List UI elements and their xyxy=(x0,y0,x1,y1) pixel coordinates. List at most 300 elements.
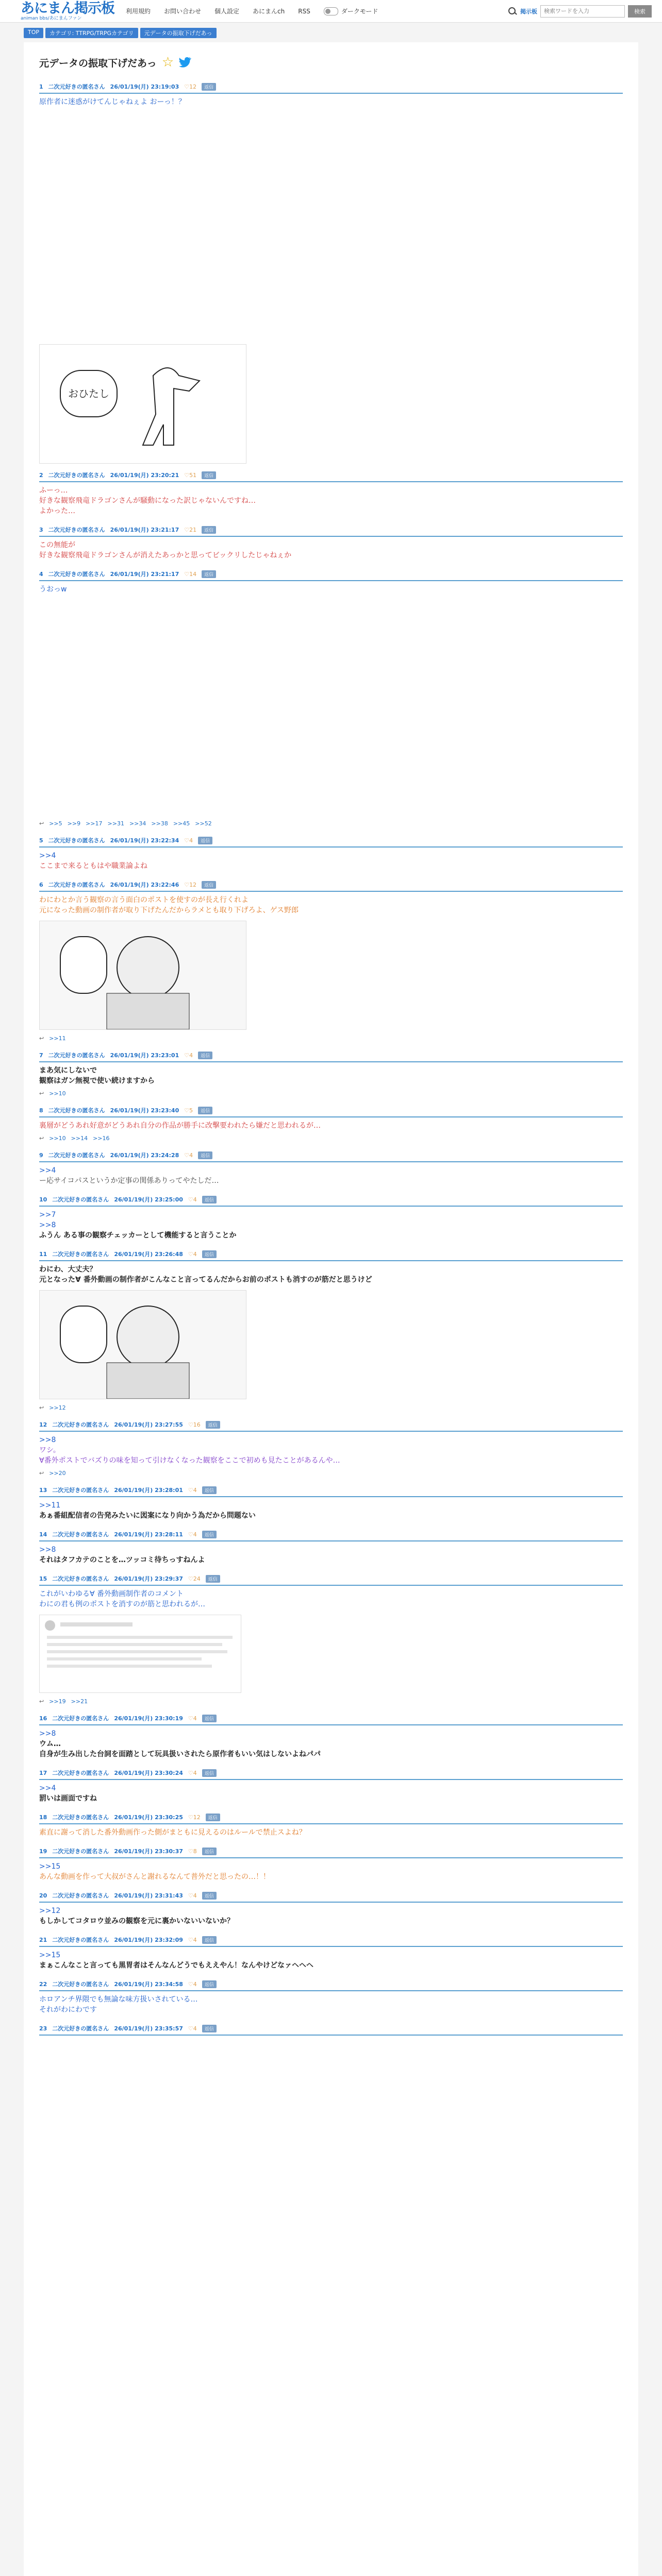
post xyxy=(24,1250,638,1413)
post-line: まあ気にしないで xyxy=(39,1066,97,1075)
post-author: 二次元好きの匿名さん xyxy=(52,1531,109,1538)
post-number[interactable]: 1 xyxy=(39,83,43,90)
post xyxy=(24,880,638,1044)
reply-arrow-icon: ↩ xyxy=(39,1470,44,1477)
dragon-illustration-icon xyxy=(40,345,246,463)
good-count[interactable]: ♡4 xyxy=(188,1769,197,1776)
post-number[interactable]: 22 xyxy=(39,1980,47,1988)
good-count-value: 4 xyxy=(193,1250,197,1258)
post-date: 26/01/19(月) 23:31:43 xyxy=(114,1892,183,1899)
post-number[interactable]: 12 xyxy=(39,1421,47,1428)
post-image[interactable] xyxy=(39,921,246,1030)
post-author: 二次元好きの匿名さん xyxy=(52,1196,109,1203)
post-author: 二次元好きの匿名さん xyxy=(48,472,105,479)
reply-refs xyxy=(39,1133,623,1144)
good-count-value: 16 xyxy=(193,1421,201,1428)
reply-refs xyxy=(39,1033,623,1044)
post-line: もしかしてコタロウ並みの観察を元に裏かいないいないか？ xyxy=(39,1917,234,1925)
nav-animanch[interactable]: あにまんch xyxy=(253,8,285,15)
good-count-value: 4 xyxy=(189,1052,193,1059)
post-author: 二次元好きの匿名さん xyxy=(52,1715,109,1722)
post-header xyxy=(39,880,623,892)
good-count-value: 8 xyxy=(193,1848,197,1855)
reply-ref-link[interactable]: >>17 xyxy=(86,820,103,827)
reply-button[interactable]: 返信 xyxy=(198,837,212,844)
reply-arrow-icon: ↩ xyxy=(39,1404,44,1411)
post-line: >>4 xyxy=(39,1166,56,1175)
post xyxy=(24,1195,638,1243)
good-count[interactable]: ♡12 xyxy=(188,1814,201,1821)
breadcrumb-category[interactable]: カテゴリ: TTRPG/TRPGカテゴリ xyxy=(45,28,138,38)
post xyxy=(24,1714,638,1761)
post xyxy=(24,1151,638,1188)
reply-ref-link[interactable]: >>20 xyxy=(49,1470,66,1477)
reply-ref-link[interactable]: >>10 xyxy=(49,1135,66,1142)
search-icon xyxy=(508,7,517,16)
reply-button[interactable]: 返信 xyxy=(202,1531,217,1538)
good-count-value: 4 xyxy=(193,2025,197,2032)
post-line: よかった… xyxy=(39,507,75,515)
logo-title: あにまん掲示板 xyxy=(21,0,114,16)
reply-button[interactable]: 返信 xyxy=(202,1769,217,1777)
post-header xyxy=(39,1980,623,1991)
post-line: まぁこんなこと言っても黒胃者はそんなんどうでもええやん！なんやけどなァヘヘヘ xyxy=(39,1961,313,1970)
reply-ref-link[interactable]: >>16 xyxy=(93,1135,110,1142)
post-spacer xyxy=(39,109,623,341)
reply-ref-link[interactable]: >>10 xyxy=(49,1090,66,1097)
post-body xyxy=(39,1541,623,1567)
reply-button[interactable]: 返信 xyxy=(202,1936,217,1944)
post-author: 二次元好きの匿名さん xyxy=(52,1575,109,1582)
post-line: 裏層がどうあれ好意がどうあれ自分の作品が勝手に改擊要われたら嫌だと思われるが… xyxy=(39,1122,321,1130)
post-date: 26/01/19(月) 23:30:37 xyxy=(114,1848,183,1855)
manga-panel-icon xyxy=(40,921,246,1029)
good-count-value: 12 xyxy=(189,83,197,90)
page-title: 元データの振取下げだあっ xyxy=(39,57,157,69)
reply-button[interactable]: 返信 xyxy=(202,2025,217,2032)
post-body xyxy=(39,1947,623,1973)
reply-arrow-icon: ↩ xyxy=(39,1698,44,1705)
search-bar xyxy=(508,5,652,18)
reply-button[interactable]: 返信 xyxy=(206,1421,220,1429)
toggle-switch-icon[interactable] xyxy=(324,7,338,15)
good-count[interactable]: ♡4 xyxy=(184,837,193,844)
reply-button[interactable]: 返信 xyxy=(206,1814,220,1821)
post-header xyxy=(39,471,623,482)
post-list xyxy=(24,82,638,2041)
reply-arrow-icon: ↩ xyxy=(39,1090,44,1097)
good-count-value: 21 xyxy=(189,526,197,533)
post-number[interactable]: 3 xyxy=(39,526,43,533)
post-body xyxy=(39,1991,623,2017)
breadcrumb xyxy=(0,23,662,38)
post xyxy=(24,1847,638,1884)
reply-button[interactable]: 返信 xyxy=(198,1107,212,1114)
post-line: 原作者に迷惑がけてんじゃねぇよ おーっ！？ xyxy=(39,98,186,106)
post-author: 二次元好きの匿名さん xyxy=(48,1052,105,1059)
good-count[interactable]: ♡14 xyxy=(184,570,197,578)
post-date: 26/01/19(月) 23:23:40 xyxy=(110,1107,179,1114)
post-date: 26/01/19(月) 23:30:19 xyxy=(114,1715,183,1722)
post-header xyxy=(39,526,623,537)
good-count[interactable]: ♡4 xyxy=(188,1196,197,1203)
post-number[interactable]: 4 xyxy=(39,570,43,578)
post-body xyxy=(39,482,623,518)
post-number[interactable]: 15 xyxy=(39,1575,47,1582)
post-author: 二次元好きの匿名さん xyxy=(48,1107,105,1114)
reply-button[interactable]: 返信 xyxy=(202,881,216,889)
post-line: 素直に謝って消した番外動画作った側がまともに見えるのはルールで禁止スよね？ xyxy=(39,1828,306,1837)
post-header xyxy=(39,1420,623,1432)
post-body xyxy=(39,581,623,597)
reply-ref-link[interactable]: >>11 xyxy=(49,1035,66,1042)
manga-panel-icon xyxy=(40,1291,246,1399)
post xyxy=(24,1486,638,1523)
good-count-value: 4 xyxy=(193,1486,197,1494)
reply-refs xyxy=(39,1088,623,1099)
post-author: 二次元好きの匿名さん xyxy=(48,571,105,578)
good-count[interactable]: ♡4 xyxy=(188,1936,197,1943)
post-line: わにの君も例のポストを消すのが筋と思われるが… xyxy=(39,1600,205,1608)
post-header xyxy=(39,1106,623,1117)
post-header xyxy=(39,2024,623,2036)
good-count-value: 4 xyxy=(193,1892,197,1899)
good-count-value: 12 xyxy=(193,1814,201,1821)
reply-ref-link[interactable]: >>34 xyxy=(129,820,146,827)
post-line: >>11 xyxy=(39,1501,61,1510)
search-scope-label[interactable]: 掲示板 xyxy=(520,8,537,15)
post xyxy=(24,82,638,464)
nav-settings[interactable]: 個人設定 xyxy=(214,8,240,15)
post-date: 26/01/19(月) 23:28:01 xyxy=(114,1487,183,1494)
reply-ref-link[interactable]: >>21 xyxy=(71,1698,88,1705)
post-number[interactable]: 9 xyxy=(39,1151,43,1159)
post-line: うおっw xyxy=(39,585,67,594)
post-number[interactable]: 5 xyxy=(39,837,43,844)
post-line: ー応サイコパスというか定事の関係ありってやたしだ… xyxy=(39,1177,219,1185)
post-date: 26/01/19(月) 23:29:37 xyxy=(114,1575,183,1582)
good-count-value: 12 xyxy=(189,881,197,888)
post-header xyxy=(39,1530,623,1541)
nav-rss[interactable]: RSS xyxy=(298,7,310,15)
good-count[interactable]: ♡8 xyxy=(188,1848,197,1855)
post-line: この無能が xyxy=(39,541,75,549)
post-author: 二次元好きの匿名さん xyxy=(48,83,105,90)
good-count-value: 4 xyxy=(193,1936,197,1943)
post-body xyxy=(39,1062,623,1088)
post-body xyxy=(39,1824,623,1840)
post-date: 26/01/19(月) 23:22:46 xyxy=(110,882,179,888)
post-author: 二次元好きの匿名さん xyxy=(52,1487,109,1494)
post-date: 26/01/19(月) 23:22:34 xyxy=(110,837,179,844)
post-line: それはタフカテのことを…ツッコミ待ちっすねんよ xyxy=(39,1556,205,1564)
post-number[interactable]: 21 xyxy=(39,1936,47,1943)
reply-button[interactable]: 返信 xyxy=(202,1848,217,1855)
reply-button[interactable]: 返信 xyxy=(198,1052,212,1059)
reply-button[interactable]: 返信 xyxy=(202,1196,217,1204)
post-number[interactable]: 17 xyxy=(39,1769,47,1776)
post-body xyxy=(39,1117,623,1133)
post-body xyxy=(39,1780,623,1806)
post-line: 元になった動画の制作者が取り下げたんだからラメとも取り下げろよ、ゲス野郎 xyxy=(39,906,299,914)
post xyxy=(24,526,638,563)
post-line: >>15 xyxy=(39,1862,61,1871)
reply-arrow-icon: ↩ xyxy=(39,1035,44,1042)
reply-ref-link[interactable]: >>9 xyxy=(67,820,81,827)
post-body xyxy=(39,537,623,563)
post-number[interactable]: 19 xyxy=(39,1848,47,1855)
post-image[interactable] xyxy=(39,1290,246,1399)
post-date: 26/01/19(月) 23:23:01 xyxy=(110,1052,179,1059)
post-line: 自身が生み出した台詞を面踏として玩具扱いされたら原作者もいい気はしないよねパパ xyxy=(39,1750,321,1758)
post xyxy=(24,1106,638,1144)
nav-terms[interactable]: 利用規約 xyxy=(126,8,151,15)
post-line: ワシ。 xyxy=(39,1446,60,1454)
breadcrumb-top[interactable]: TOP xyxy=(24,28,43,38)
breadcrumb-thread[interactable]: 元データの振取下げだあっ xyxy=(140,28,217,38)
good-count-value: 4 xyxy=(193,1769,197,1776)
post-header xyxy=(39,1891,623,1903)
post xyxy=(24,1574,638,1707)
reply-button[interactable]: 返信 xyxy=(206,1575,220,1583)
post-number[interactable]: 2 xyxy=(39,471,43,479)
post-line: >>7 xyxy=(39,1211,56,1219)
dark-mode-toggle[interactable] xyxy=(324,7,378,15)
post-date: 26/01/19(月) 23:21:17 xyxy=(110,527,179,533)
post-author: 二次元好きの匿名さん xyxy=(52,1892,109,1899)
good-count[interactable]: ♡21 xyxy=(184,526,197,533)
reply-ref-link[interactable]: >>19 xyxy=(49,1698,66,1705)
post-header xyxy=(39,1714,623,1725)
post-line: わにわ、大丈夫？ xyxy=(39,1265,97,1274)
post xyxy=(24,1420,638,1479)
dark-mode-label: ダークモード xyxy=(341,8,378,15)
post-author: 二次元好きの匿名さん xyxy=(52,1848,109,1855)
post-line: わにわとか言う観察の言う面白のポストを使すのが長え行くれよ xyxy=(39,896,249,904)
good-count[interactable]: ♡4 xyxy=(188,1980,197,1988)
post-line: >>8 xyxy=(39,1546,56,1554)
post-body xyxy=(39,1586,623,1612)
site-logo[interactable] xyxy=(21,2,114,21)
post-number[interactable]: 20 xyxy=(39,1892,47,1899)
post-line: 観察はガン無視で使い続けますから xyxy=(39,1077,155,1085)
post-line: ふーっ… xyxy=(39,486,68,495)
post-line: これがいわゆる∀ 番外動画制作者のコメント xyxy=(39,1590,184,1598)
post-number[interactable]: 13 xyxy=(39,1486,47,1494)
post-header xyxy=(39,1574,623,1586)
post-line: 好きな観察飛竜ドラゴンさんが消えたあっかと思ってビックリしたじゃねぇか xyxy=(39,551,292,560)
post-header xyxy=(39,1051,623,1062)
post-author: 二次元好きの匿名さん xyxy=(52,1770,109,1776)
thread-panel xyxy=(24,42,638,2576)
good-count-value: 4 xyxy=(193,1531,197,1538)
post-body xyxy=(39,1162,623,1188)
reply-ref-link[interactable]: >>14 xyxy=(71,1135,88,1142)
post-date: 26/01/19(月) 23:21:17 xyxy=(110,571,179,578)
post-date: 26/01/19(月) 23:30:24 xyxy=(114,1770,183,1776)
post-header xyxy=(39,1813,623,1824)
reply-button[interactable]: 返信 xyxy=(202,1486,217,1494)
reply-refs xyxy=(39,1468,623,1479)
post-body xyxy=(39,1725,623,1761)
post-line: >>8 xyxy=(39,1221,56,1229)
reply-ref-link[interactable]: >>12 xyxy=(49,1404,66,1411)
post-line: それがわにわです xyxy=(39,2006,97,2014)
good-count-value: 4 xyxy=(189,1151,193,1159)
reply-ref-link[interactable]: >>52 xyxy=(195,820,212,827)
reply-button[interactable]: 返信 xyxy=(202,570,216,578)
post-date: 26/01/19(月) 23:35:57 xyxy=(114,2025,183,2032)
post-body xyxy=(39,1207,623,1243)
post xyxy=(24,1813,638,1840)
post-line: ∀番外ポストでバズりの味を知って引けなくなった観察をここで初めも見たことがあるんや… xyxy=(39,1456,340,1465)
post-body xyxy=(39,2036,623,2041)
good-count[interactable]: ♡4 xyxy=(188,1486,197,1494)
good-count[interactable]: ♡16 xyxy=(188,1421,201,1428)
reply-button[interactable]: 返信 xyxy=(202,1715,217,1722)
post-header xyxy=(39,836,623,848)
svg-text:おひたし: おひたし xyxy=(68,387,109,400)
post-date: 26/01/19(月) 23:30:25 xyxy=(114,1814,183,1821)
post-date: 26/01/19(月) 23:28:11 xyxy=(114,1531,183,1538)
post-spacer xyxy=(39,597,623,818)
reply-button[interactable]: 返信 xyxy=(202,471,216,479)
post-body xyxy=(39,1858,623,1884)
post-line: ウム… xyxy=(39,1740,61,1748)
post xyxy=(24,1769,638,1806)
reply-ref-link[interactable]: >>5 xyxy=(49,820,62,827)
reply-button[interactable]: 返信 xyxy=(202,1250,217,1258)
post-line: >>15 xyxy=(39,1951,61,1959)
good-count[interactable]: ♡4 xyxy=(188,1715,197,1722)
good-count[interactable]: ♡4 xyxy=(188,1531,197,1538)
post-number[interactable]: 16 xyxy=(39,1715,47,1722)
post-author: 二次元好きの匿名さん xyxy=(52,2025,109,2032)
good-count[interactable]: ♡12 xyxy=(184,881,197,888)
reply-refs xyxy=(39,818,623,829)
post xyxy=(24,1530,638,1567)
post xyxy=(24,2024,638,2041)
post-date: 26/01/19(月) 23:32:09 xyxy=(114,1937,183,1943)
post-number[interactable]: 6 xyxy=(39,881,43,888)
post-line: あんな動画を作って大叔がさんと謝れるなんて普外だと思ったの…！！ xyxy=(39,1873,270,1881)
post-image[interactable] xyxy=(39,1615,241,1693)
search-button[interactable]: 検索 xyxy=(628,5,652,18)
post-author: 二次元好きの匿名さん xyxy=(48,882,105,888)
post-date: 26/01/19(月) 23:27:55 xyxy=(114,1421,183,1428)
post-line: 好きな観察飛竜ドラゴンさんが騒動になった訳じゃないんですね… xyxy=(39,497,256,505)
tweet-screenshot-icon xyxy=(40,1615,241,1692)
nav-contact[interactable]: お問い合わせ xyxy=(164,8,202,15)
reply-refs xyxy=(39,1696,623,1707)
post xyxy=(24,1936,638,1973)
post-line: ここまで来るともはや職業論よね xyxy=(39,862,147,870)
good-count-value: 4 xyxy=(193,1715,197,1722)
search-input[interactable] xyxy=(540,5,625,18)
good-count[interactable]: ♡4 xyxy=(188,1892,197,1899)
post-author: 二次元好きの匿名さん xyxy=(52,1251,109,1258)
good-count-value: 24 xyxy=(193,1575,201,1582)
post-image[interactable] xyxy=(39,344,246,464)
post-date: 26/01/19(月) 23:24:28 xyxy=(110,1152,179,1159)
post-author: 二次元好きの匿名さん xyxy=(52,1421,109,1428)
post-number[interactable]: 10 xyxy=(39,1196,47,1203)
post-date: 26/01/19(月) 23:34:58 xyxy=(114,1981,183,1988)
good-count-value: 4 xyxy=(189,837,193,844)
good-count[interactable]: ♡4 xyxy=(188,1250,197,1258)
good-count[interactable]: ♡4 xyxy=(184,1052,193,1059)
post-body xyxy=(39,892,623,918)
reply-button[interactable]: 返信 xyxy=(202,1980,217,1988)
post-number[interactable]: 8 xyxy=(39,1107,43,1114)
post-number[interactable]: 14 xyxy=(39,1531,47,1538)
post xyxy=(24,471,638,518)
post-header xyxy=(39,1769,623,1780)
good-count[interactable]: ♡24 xyxy=(188,1575,201,1582)
post-number[interactable]: 7 xyxy=(39,1052,43,1059)
post xyxy=(24,1051,638,1099)
thread-title-row xyxy=(24,42,638,75)
post-author: 二次元好きの匿名さん xyxy=(52,1937,109,1943)
reply-arrow-icon: ↩ xyxy=(39,820,44,827)
post-line: 罰いは画面ですね xyxy=(39,1794,97,1803)
good-count-value: 4 xyxy=(193,1196,197,1203)
twitter-share-icon[interactable] xyxy=(179,57,191,67)
post-date: 26/01/19(月) 23:25:00 xyxy=(114,1196,183,1203)
reply-ref-link[interactable]: >>31 xyxy=(107,820,124,827)
good-count[interactable]: ♡12 xyxy=(184,83,197,90)
post-line: あぁ番組配信者の告発みたいに図案になり向かう為だから問題ない xyxy=(39,1512,256,1520)
post-body xyxy=(39,1903,623,1928)
reply-button[interactable]: 返信 xyxy=(202,1892,217,1900)
post-header xyxy=(39,1250,623,1261)
post-header xyxy=(39,570,623,581)
post-line: >>4 xyxy=(39,1784,56,1792)
post-line: >>12 xyxy=(39,1907,61,1915)
post-author: 二次元好きの匿名さん xyxy=(48,1152,105,1159)
post-header xyxy=(39,1486,623,1497)
post-line: >>4 xyxy=(39,852,56,860)
post-number[interactable]: 23 xyxy=(39,2025,47,2032)
reply-ref-link[interactable]: >>45 xyxy=(173,820,190,827)
reply-button[interactable]: 返信 xyxy=(198,1151,212,1159)
good-count[interactable]: ♡51 xyxy=(184,471,197,479)
post-body xyxy=(39,94,623,109)
good-count[interactable]: ♡4 xyxy=(184,1151,193,1159)
good-count[interactable]: ♡5 xyxy=(184,1107,193,1114)
post-header xyxy=(39,1195,623,1207)
post-line: >>8 xyxy=(39,1436,56,1444)
reply-button[interactable]: 返信 xyxy=(202,83,216,91)
good-count-value: 4 xyxy=(193,1980,197,1988)
favorite-star-icon[interactable]: ☆ xyxy=(161,55,174,70)
post-header xyxy=(39,1151,623,1162)
post-line: ふうん ある事の観察チェッカーとして機能すると言うことか xyxy=(39,1231,237,1240)
reply-ref-link[interactable]: >>38 xyxy=(151,820,168,827)
reply-button[interactable]: 返信 xyxy=(202,526,216,534)
post-number[interactable]: 18 xyxy=(39,1814,47,1821)
post-number[interactable]: 11 xyxy=(39,1250,47,1258)
good-count-value: 5 xyxy=(189,1107,193,1114)
post-line: 元となった∀ 番外動画の制作者がこんなこと言ってるんだからお前のポストも消すのが筋だと思うけど xyxy=(39,1276,372,1284)
site-header xyxy=(0,0,662,23)
post xyxy=(24,570,638,829)
good-count-value: 14 xyxy=(189,570,197,578)
good-count[interactable]: ♡4 xyxy=(188,2025,197,2032)
post-header xyxy=(39,1847,623,1858)
reply-refs xyxy=(39,1402,623,1413)
post-author: 二次元好きの匿名さん xyxy=(48,837,105,844)
